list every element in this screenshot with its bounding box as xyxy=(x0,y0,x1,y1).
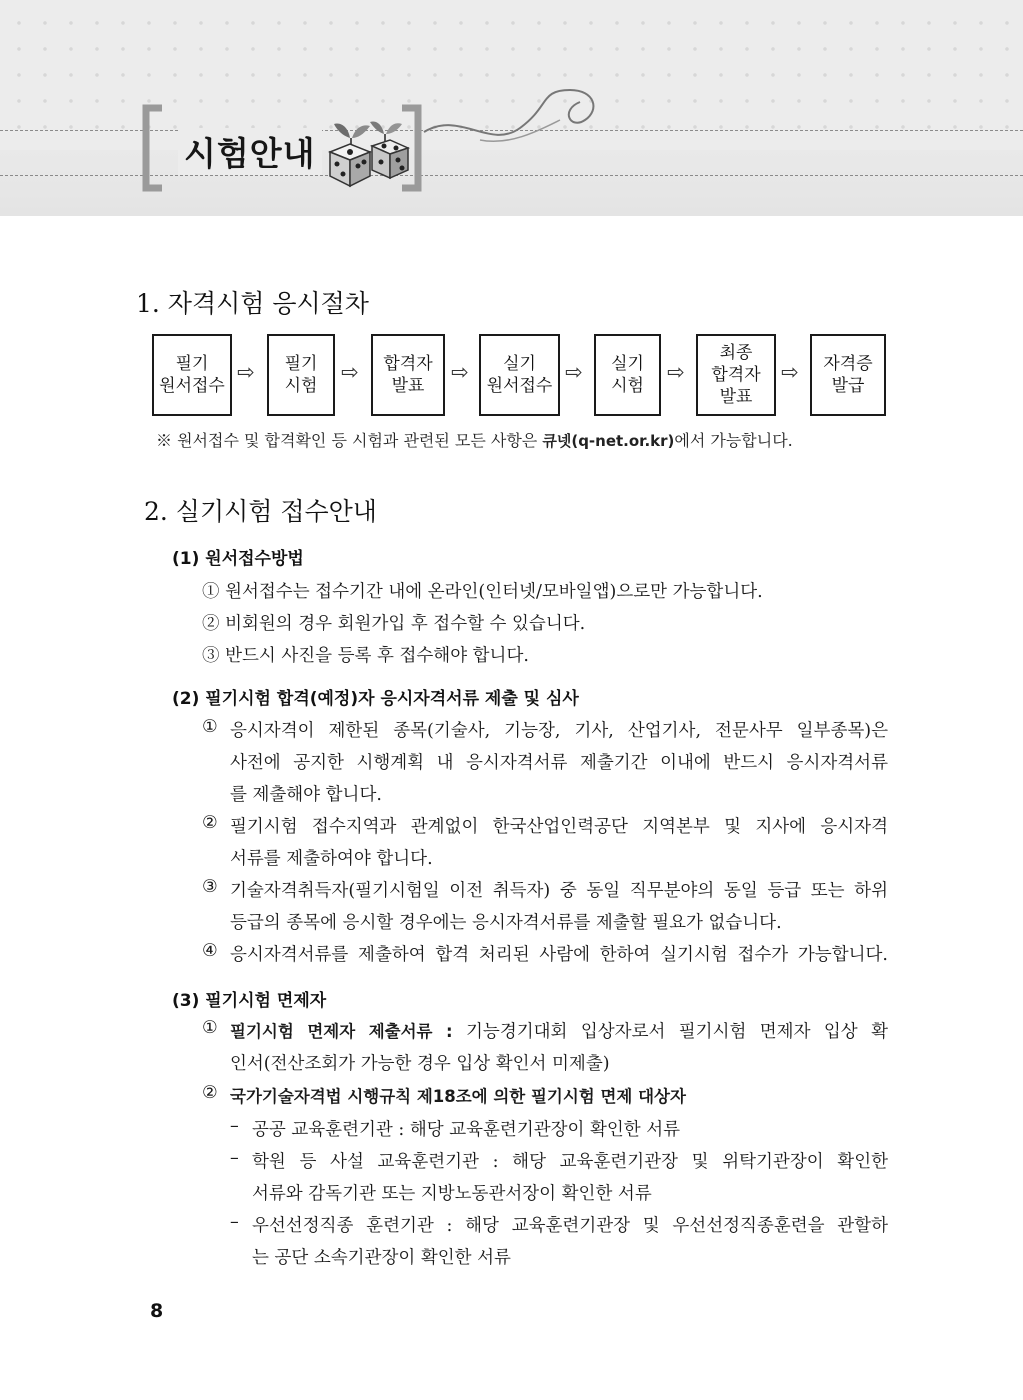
sub3-title: (3) 필기시험 면제자 xyxy=(172,991,327,1011)
list-item xyxy=(202,642,529,667)
list-item-line xyxy=(230,1083,686,1107)
flow-step-practical-exam: 실기 시험 xyxy=(594,334,661,416)
item-text: 반드시 사진을 등록 후 접수해야 합니다. xyxy=(225,646,529,666)
item-number: ① xyxy=(202,582,220,602)
note-suffix: 에서 가능합니다. xyxy=(674,431,793,450)
list-item-line: 인서(전산조회가 가능한 경우 입상 확인서 미제출) xyxy=(230,1054,610,1074)
dash-marker: – xyxy=(230,1116,239,1136)
item-text: 비회원의 경우 회원가입 후 접수할 수 있습니다. xyxy=(225,614,586,634)
qnet-link-text: 큐넷(q-net.or.kr) xyxy=(542,432,675,450)
list-item-line: 기술자격취득자(필기시험일 이전 취득자) 중 동일 직무분야의 동일 등급 또는 하위 xyxy=(230,881,888,901)
list-item-number: ③ xyxy=(202,877,218,897)
dash-item-line: 학원 등 사설 교육훈련기관 : 해당 교육훈련기관장 및 위탁기관장이 확인한 xyxy=(252,1152,888,1172)
flow-arrow-icon: ⇨ xyxy=(565,360,583,384)
flow-step-final-announcement: 최종 합격자 발표 xyxy=(696,334,776,416)
sub1-title: (1) 원서접수방법 xyxy=(172,549,304,569)
list-item-number: ① xyxy=(202,1018,218,1038)
header-banner xyxy=(0,0,1023,216)
flow-arrow-icon: ⇨ xyxy=(781,360,799,384)
item-text: 기능경기대회 입상자로서 필기시험 면제자 입상 확 xyxy=(466,1022,888,1042)
section2-title: 2. 실기시험 접수안내 xyxy=(144,497,377,526)
sub2-title: (2) 필기시험 합격(예정)자 응시자격서류 제출 및 심사 xyxy=(172,689,579,709)
list-item-number: ② xyxy=(202,1083,218,1103)
list-item-number: ① xyxy=(202,717,218,737)
flow-step-written-application: 필기 원서접수 xyxy=(152,334,232,416)
item-bold-label: 국가기술자격법 시행규칙 제18조에 의한 필기시험 면제 대상자 xyxy=(230,1087,686,1106)
list-item-line: 서류를 제출하여야 합니다. xyxy=(230,849,433,869)
dash-item-line: 우선선정직종 훈련기관 : 해당 교육훈련기관장 및 우선선정직종훈련을 관할하 xyxy=(252,1216,888,1236)
flow-step-certificate-issue: 자격증 발급 xyxy=(810,334,886,416)
flow-arrow-icon: ⇨ xyxy=(451,360,469,384)
item-number: ② xyxy=(202,614,220,634)
dash-marker: – xyxy=(230,1212,239,1232)
list-item-line: 를 제출해야 합니다. xyxy=(230,785,382,805)
flow-step-written-exam: 필기 시험 xyxy=(267,334,335,416)
flow-step-practical-application: 실기 원서접수 xyxy=(479,334,560,416)
flow-arrow-icon: ⇨ xyxy=(341,360,359,384)
dash-marker: – xyxy=(230,1148,239,1168)
list-item-number: ④ xyxy=(202,941,218,961)
list-item-number: ② xyxy=(202,813,218,833)
list-item-line: 필기시험 접수지역과 관계없이 한국산업인력공단 지역본부 및 지사에 응시자격 xyxy=(230,817,888,837)
page-number: 8 xyxy=(150,1300,164,1322)
note-prefix: ※ 원서접수 및 합격확인 등 시험과 관련된 모든 사항은 xyxy=(156,431,543,450)
item-number: ③ xyxy=(202,646,220,666)
qnet-note xyxy=(156,428,793,451)
list-item-line: 응시자격서류를 제출하여 합격 처리된 사람에 한하여 실기시험 접수가 가능합니다. xyxy=(230,945,888,965)
swirl-ornament-icon xyxy=(420,70,620,170)
list-item-line xyxy=(230,1018,888,1043)
list-item-line: 사전에 공지한 시행계획 내 응시자격서류 제출기간 이내에 반드시 응시자격서류 xyxy=(230,753,888,773)
item-bold-label: 필기시험 면제자 제출서류 : xyxy=(230,1022,453,1041)
dice-sprout-icon xyxy=(326,116,416,192)
flow-step-pass-announcement: 합격자 발표 xyxy=(371,334,445,416)
item-text: 원서접수는 접수기간 내에 온라인(인터넷/모바일앱)으로만 가능합니다. xyxy=(225,582,763,602)
list-item xyxy=(202,610,585,635)
section1-title: 1. 자격시험 응시절차 xyxy=(136,289,369,318)
dash-item-line: 서류와 감독기관 또는 지방노동관서장이 확인한 서류 xyxy=(252,1184,652,1204)
dash-item-line: 는 공단 소속기관장이 확인한 서류 xyxy=(252,1248,511,1268)
flow-arrow-icon: ⇨ xyxy=(237,360,255,384)
list-item xyxy=(202,578,763,603)
list-item-line: 등급의 종목에 응시할 경우에는 응시자격서류를 제출할 필요가 없습니다. xyxy=(230,913,782,933)
list-item-line: 응시자격이 제한된 종목(기술사, 기능장, 기사, 산업기사, 전문사무 일부종목)은 xyxy=(230,721,888,741)
dash-item-line: 공공 교육훈련기관 : 해당 교육훈련기관장이 확인한 서류 xyxy=(252,1120,681,1140)
flow-arrow-icon: ⇨ xyxy=(667,360,685,384)
page-title: 시험안내 xyxy=(178,128,322,175)
